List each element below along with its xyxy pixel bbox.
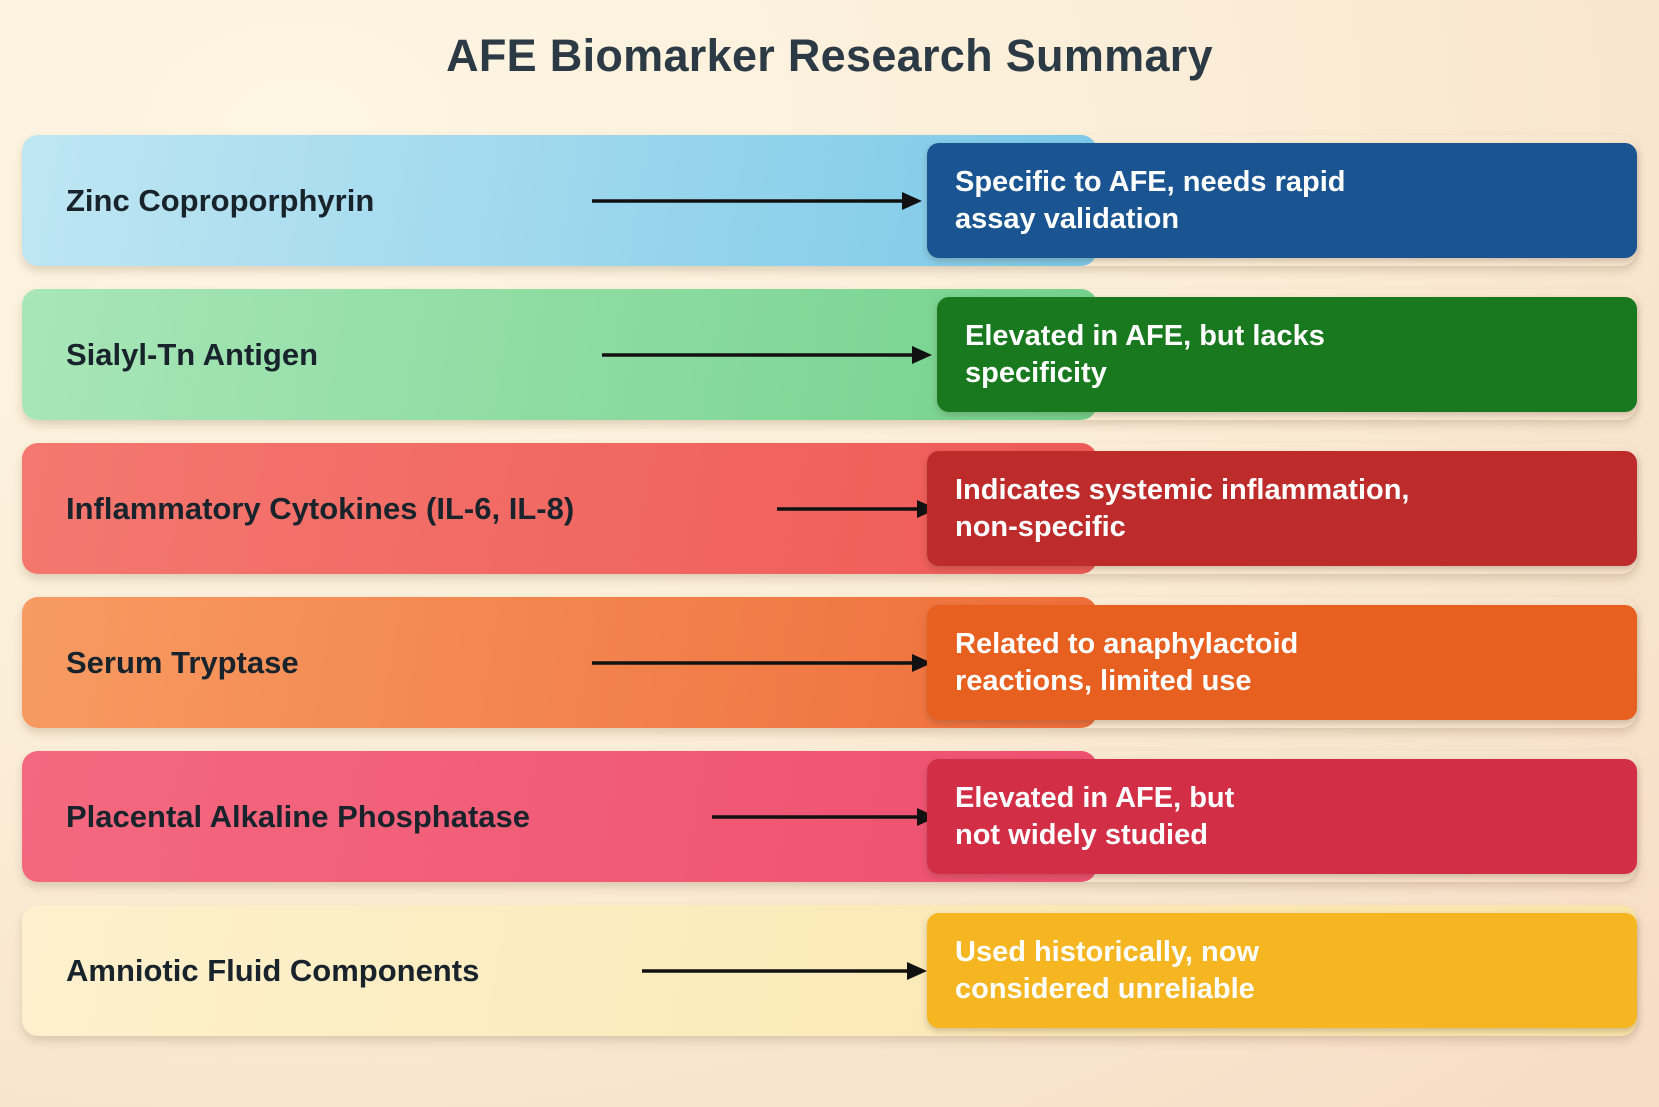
note-card bbox=[927, 913, 1637, 1028]
biomarker-label: Placental Alkaline Phosphatase bbox=[66, 798, 531, 834]
biomarker-row bbox=[22, 443, 1637, 574]
note-card bbox=[927, 143, 1637, 258]
note-card bbox=[927, 605, 1637, 720]
note-line: Related to anaphylactoid bbox=[955, 627, 1299, 660]
biomarker-label: Zinc Coproporphyrin bbox=[66, 182, 375, 218]
biomarker-label: Serum Tryptase bbox=[66, 644, 299, 680]
arrow-icon bbox=[602, 344, 932, 366]
note-line: specificity bbox=[965, 356, 1107, 389]
biomarker-rows bbox=[22, 135, 1637, 1059]
biomarker-row bbox=[22, 905, 1637, 1036]
page-title: AFE Biomarker Research Summary bbox=[446, 30, 1213, 81]
biomarker-row bbox=[22, 135, 1637, 266]
note-line: Elevated in AFE, but bbox=[955, 781, 1235, 814]
note-line: Specific to AFE, needs rapid bbox=[955, 165, 1346, 198]
note-card bbox=[937, 297, 1637, 412]
note-card bbox=[927, 759, 1637, 874]
note-line: non-specific bbox=[955, 510, 1126, 543]
note-line: not widely studied bbox=[955, 818, 1208, 851]
arrow-icon bbox=[777, 498, 937, 520]
biomarker-label: Sialyl-Tn Antigen bbox=[66, 336, 319, 372]
biomarker-label: Inflammatory Cytokines (IL-6, IL-8) bbox=[66, 490, 575, 526]
note-line: reactions, limited use bbox=[955, 664, 1252, 697]
arrow-icon bbox=[642, 960, 927, 982]
note-line: assay validation bbox=[955, 202, 1180, 235]
note-line: Indicates systemic inflammation, bbox=[955, 473, 1410, 506]
note-line: considered unreliable bbox=[955, 972, 1255, 1005]
note-line: Elevated in AFE, but lacks bbox=[965, 319, 1325, 352]
biomarker-row bbox=[22, 289, 1637, 420]
arrow-icon bbox=[592, 652, 932, 674]
arrow-icon bbox=[712, 806, 937, 828]
biomarker-row bbox=[22, 597, 1637, 728]
note-line: Used historically, now bbox=[955, 935, 1260, 968]
biomarker-row bbox=[22, 751, 1637, 882]
note-card bbox=[927, 451, 1637, 566]
arrow-icon bbox=[592, 190, 922, 212]
biomarker-label: Amniotic Fluid Components bbox=[66, 952, 480, 988]
